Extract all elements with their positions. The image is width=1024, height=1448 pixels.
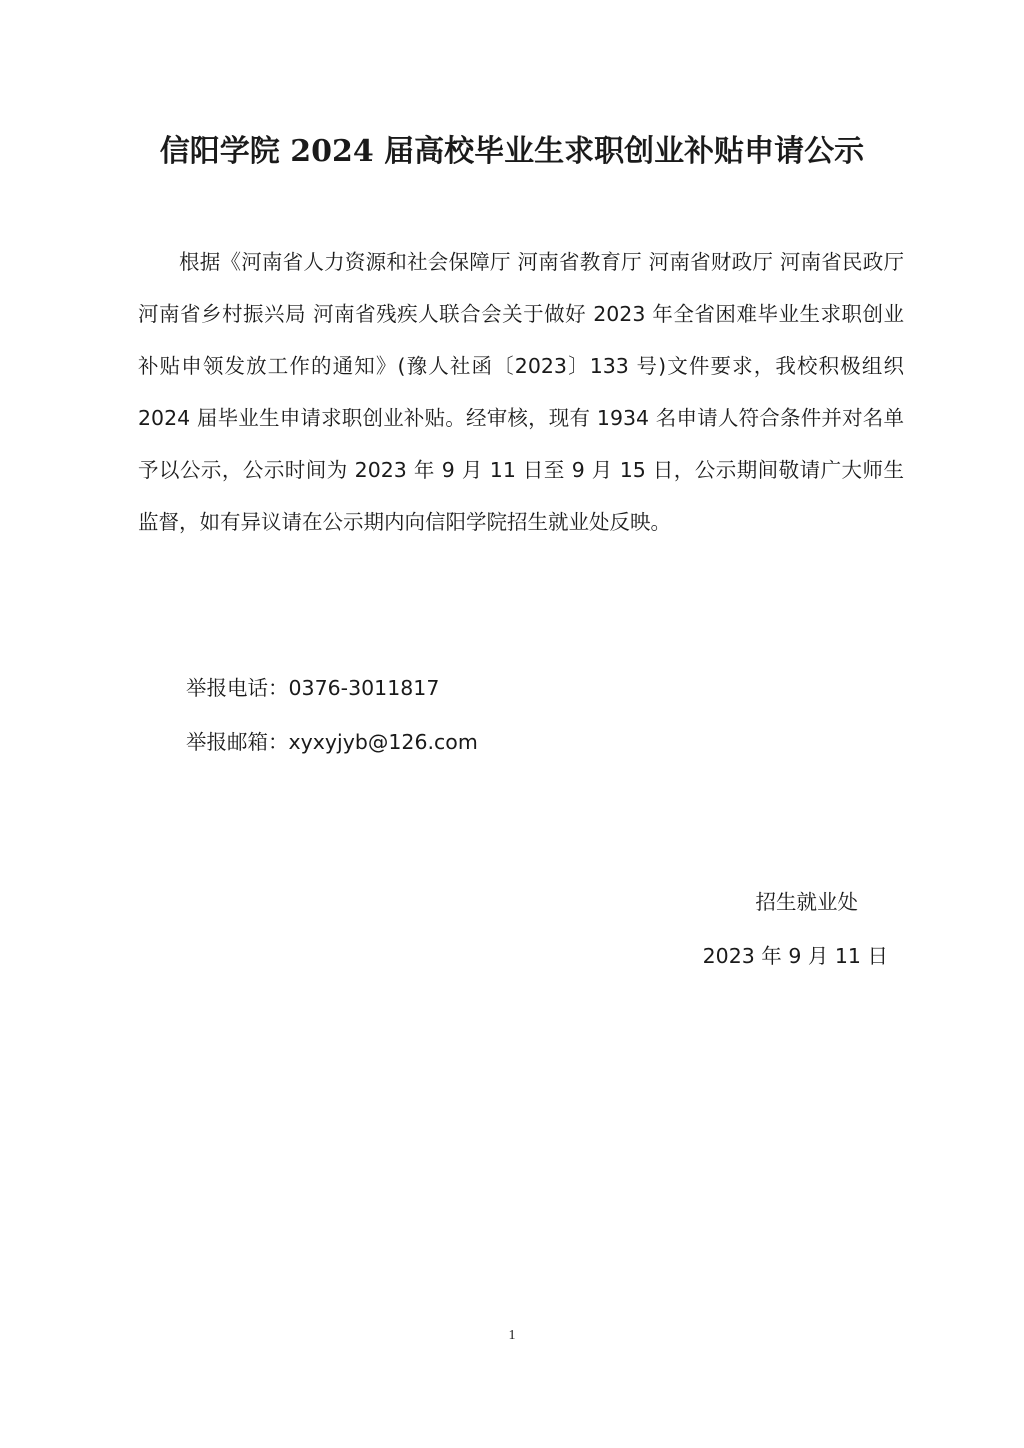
signature-department: 招生就业处 [755,890,858,914]
report-phone: 举报电话：0376-3011817 [186,676,440,700]
document-title: 信阳学院 2024 届高校毕业生求职创业补贴申请公示 [159,134,865,169]
notice-body: 根据《河南省人力资源和社会保障厅 河南省教育厅 河南省财政厅 河南省民政厅 河南省乡村振兴局 河南省残疾人联合会关于做好 2023 年全省困难毕业生求职创业补贴申领发放工作的通知》(豫人社函〔2023〕133 号)文件要求，我校积极组织 2024 届毕业生申请求职创业补贴。经审核，现有 1934 名申请人符合条件并对名单予以公示，公示时间为 2023 年 9 月 11 日至 9 月 15 日，公示期间敬请广大师生监督，如有异议请在公示期内向信阳学院招生就业处反映。 [138,250,904,534]
report-email: 举报邮箱：xyxyjyb@126.com [186,730,478,754]
signature-date: 2023 年 9 月 11 日 [702,944,888,968]
page-number: 1 [508,1328,516,1343]
